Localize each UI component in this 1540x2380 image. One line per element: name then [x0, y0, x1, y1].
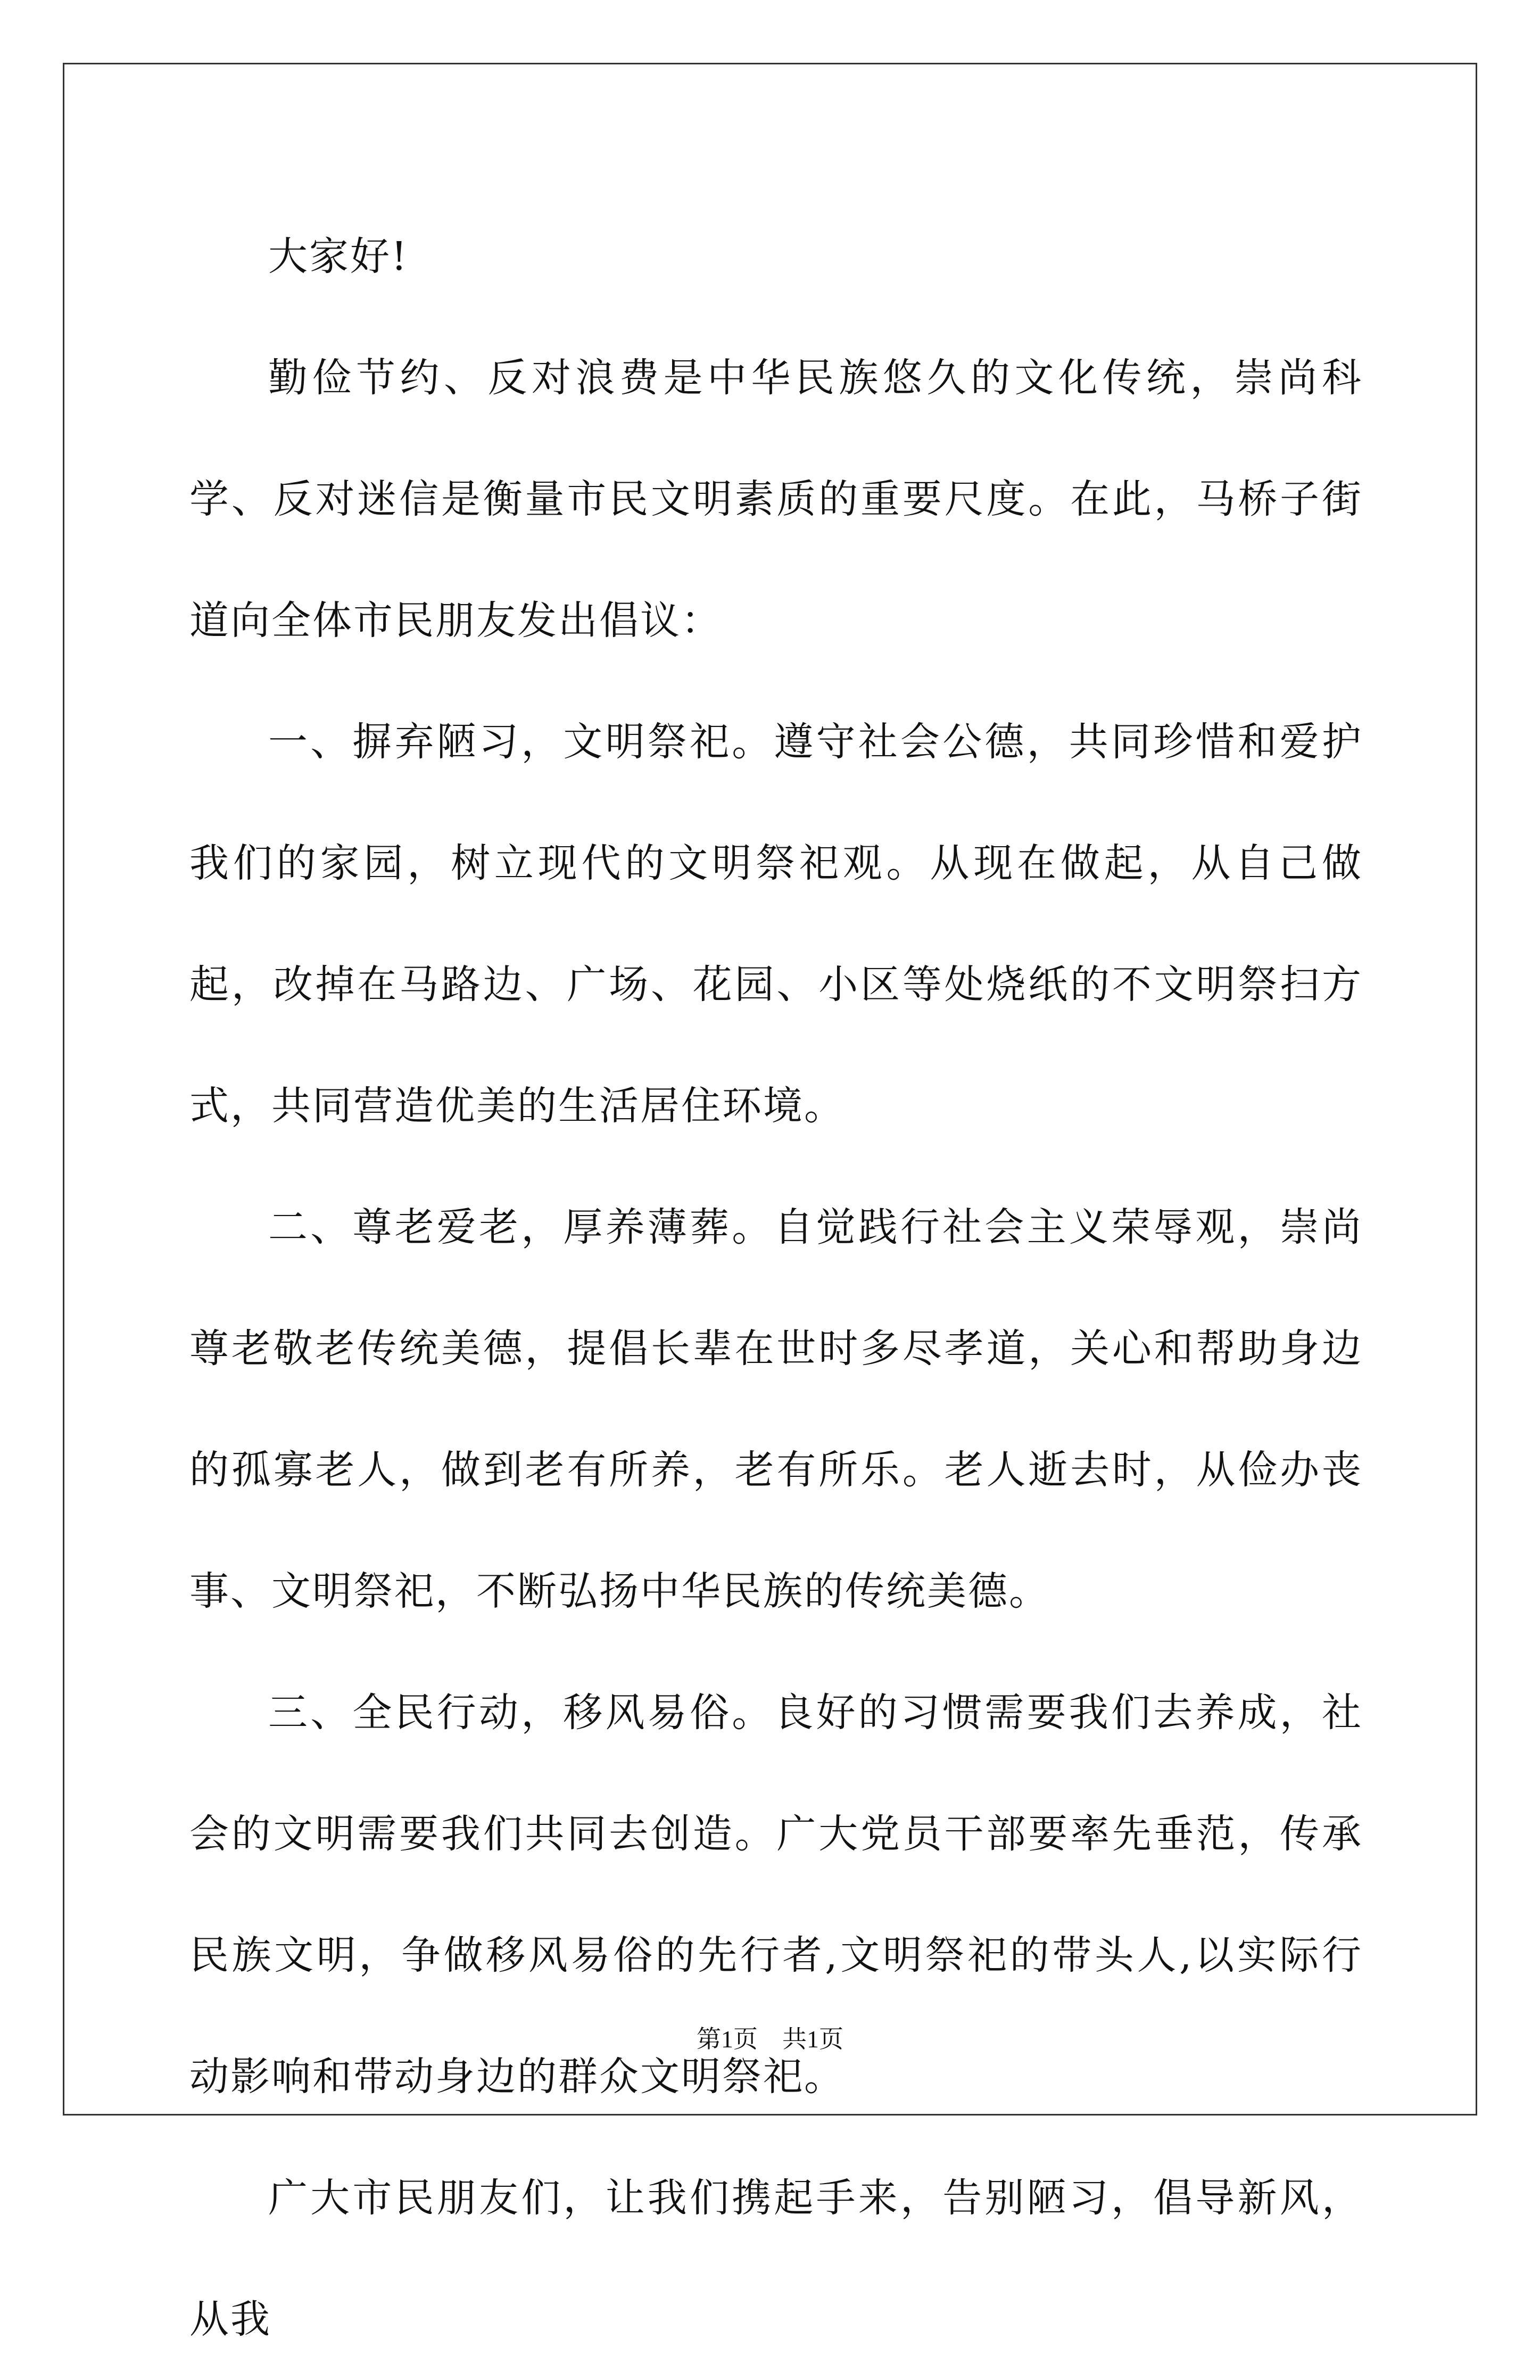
paragraph-point-one: 一、摒弃陋习，文明祭祀。遵守社会公德，共同珍惜和爱护我们的家园，树立现代的文明祭祀观。从现在做起，从自己做起，改掉在马路边、广场、花园、小区等处烧纸的不文明祭扫方式，共同营造优美的生活居住环境。	[189, 719, 1363, 1129]
page-number-total: 共1页	[782, 2026, 843, 2053]
page-footer	[0, 2023, 1540, 2055]
page-number-current: 第1页	[697, 2026, 758, 2053]
paragraph-greeting: 大家好!	[268, 234, 409, 279]
paragraph-point-two: 二、尊老爱老，厚养薄葬。自觉践行社会主义荣辱观，崇尚尊老敬老传统美德，提倡长辈在世时多尽孝道，关心和帮助身边的孤寡老人，做到老有所养，老有所乐。老人逝去时，从俭办丧事、文明祭祀，不断弘扬中华民族的传统美德。	[189, 1204, 1363, 1614]
paragraph-point-three: 三、全民行动，移风易俗。良好的习惯需要我们去养成，社会的文明需要我们共同去创造。广大党员干部要率先垂范，传承民族文明，争做移风易俗的先行者,文明祭祀的带头人,以实际行动影响和带动身边的群众文明祭祀。	[189, 1690, 1363, 2100]
paragraph-intro: 勤俭节约、反对浪费是中华民族悠久的文化传统，崇尚科学、反对迷信是衡量市民文明素质的重要尺度。在此，马桥子街道向全体市民朋友发出倡议：	[189, 355, 1363, 643]
paragraph-closing: 广大市民朋友们，让我们携起手来，告别陋习，倡导新风，从我	[189, 2175, 1363, 2342]
